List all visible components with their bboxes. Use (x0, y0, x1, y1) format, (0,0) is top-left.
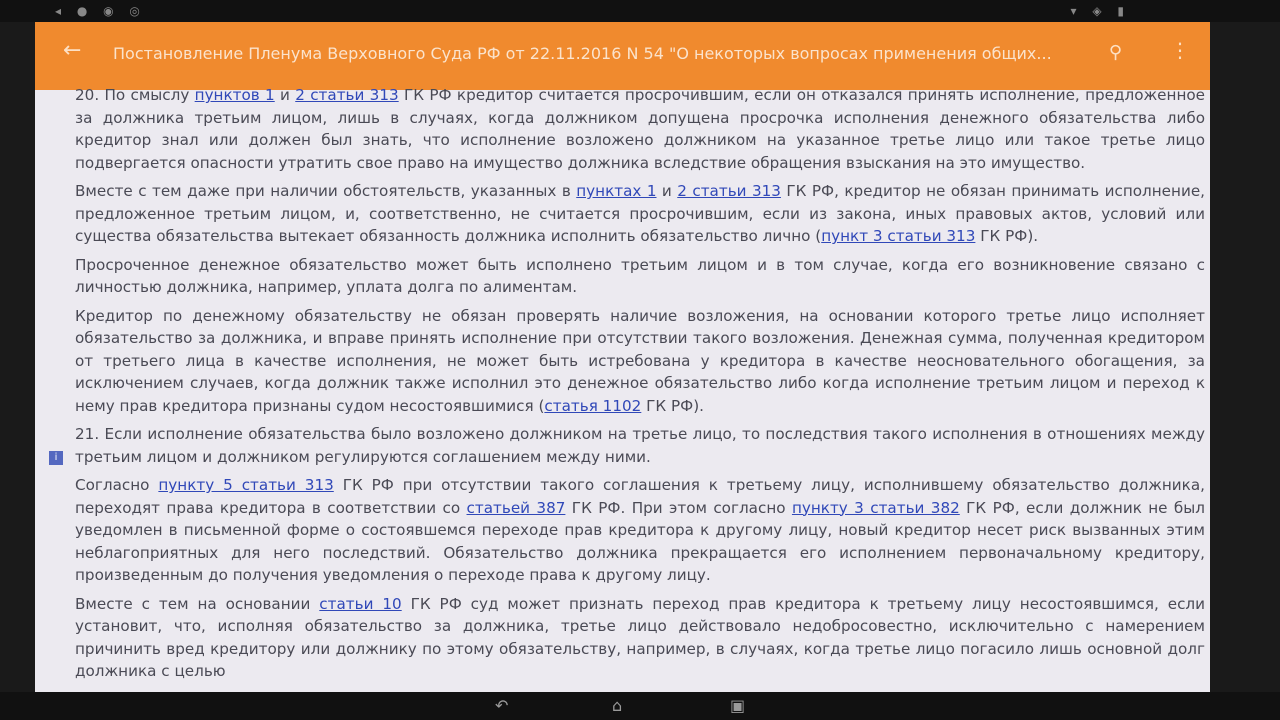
status-icons-right: ▾ ◈ ▮ (1070, 4, 1130, 18)
nav-home-icon[interactable]: ⌂ (612, 696, 623, 715)
paragraph-20-3: Просроченное денежное обязательство может быть исполнено третьим лицом и в том случае, когда его возникновение связано с личностью должника, например, уплата долга по алиментам. (75, 255, 1205, 296)
paragraph-21-2: Согласно пункту 5 статьи 313 ГК РФ при отсутствии такого соглашения к третьему лицу, исполнившему обязательство должника, переходят права кредитора в соответствии со статьей 387 ГК РФ. При этом согласно пункту 3 статьи 382 ГК РФ, если должник не был уведомлен в письменной форме о состоявшемся переходе прав кредитора к другому лицу, новый кредитор несет риск вызванных этим неблагоприятных для него последствий. Обязательство должника прекращается его исполнением первоначальному кредитору, произведенным до получения уведомления о переходе права к другому лицу. (75, 476, 1205, 584)
more-options-icon[interactable]: ⋮ (1170, 38, 1190, 62)
paragraph-20-2: Вместе с тем даже при наличии обстоятельств, указанных в пунктах 1 и 2 статьи 313 ГК РФ, кредитор не обязан принимать исполнение, предложенное третьим лицом, и, соответственно, не считается просрочившим, если из закона, иных правовых актов, условий или существа обязательства вытекает обязанность должника исполнить обязательство лично (пункт 3 статьи 313 ГК РФ). (75, 182, 1205, 245)
link-statya-1102[interactable]: статья 1102 (544, 396, 642, 415)
search-icon[interactable]: ⚲ (1108, 42, 1122, 63)
app-bar (35, 22, 1210, 90)
info-marker-icon[interactable]: i (49, 451, 63, 465)
nav-back-icon[interactable]: ↶ (495, 696, 509, 715)
system-nav-bar (0, 692, 1280, 720)
link-punkt-3-stati-313[interactable]: пункт 3 статьи 313 (821, 227, 976, 245)
nav-recents-icon[interactable]: ▣ (730, 696, 746, 715)
link-stati-10[interactable]: статьи 10 (319, 594, 402, 613)
back-arrow-icon[interactable]: ← (63, 38, 82, 63)
link-statey-387[interactable]: статьей 387 (466, 498, 566, 517)
link-punktah-1[interactable]: пунктах 1 (576, 182, 657, 200)
document-body (75, 84, 1205, 689)
paragraph-20: 20. По смыслу пунктов 1 и 2 статьи 313 ГК РФ кредитор считается просрочившим, если он отказался принять исполнение, предложенное за должника третьим лицом, лишь в случаях, когда должником допущена просрочка исполнения денежного обязательства либо кредитор знал или должен был знать, что исполнение возложено должником на указанное третье лицо или такое третье лицо подвергается опасности утратить свое право на имущество должника вследствие обращения взыскания на это имущество. (75, 86, 1206, 172)
system-status-bar (0, 0, 1280, 22)
link-2-stati-313-b[interactable]: 2 статьи 313 (677, 182, 781, 200)
link-punktu-3-stati-382[interactable]: пункту 3 статьи 382 (791, 498, 960, 517)
paragraph-21-3: Вместе с тем на основании статьи 10 ГК РФ суд может признать переход прав кредитора к третьему лицу несостоявшимся, если установит, что, исполняя обязательство за должника, третье лицо действовало недобросовестно, исключительно с намерением причинить вред кредитору или должнику по этому обязательству, например, в случаях, когда третье лицо погасило лишь основной долг должника с целью (75, 594, 1205, 680)
link-punktov-1[interactable]: пунктов 1 (194, 86, 275, 104)
app-screen (35, 22, 1210, 692)
paragraph-20-4: Кредитор по денежному обязательству не обязан проверять наличие возложения, на основании которого третье лицо исполняет обязательство за должника, и вправе принять исполнение при отсутствии такого возложения. Денежная сумма, полученная кредитором от третьего лица в качестве исполнения, не может быть истребована у кредитора в качестве неосновательного обогащения, за исключением случаев, когда должник также исполнил это денежное обязательство либо когда исполнение третьим лицом и переход к нему прав кредитора признаны судом несостоявшимися (статья 1102 ГК РФ). (75, 306, 1205, 415)
paragraph-21: 21. Если исполнение обязательства было возложено должником на третье лицо, то последствия такого исполнения в отношениях между третьим лицом и должником регулируются соглашением между ними. (75, 425, 1205, 466)
status-icons-left: ◂ ● ◉ ◎ (55, 4, 146, 18)
link-punktu-5-stati-313[interactable]: пункту 5 статьи 313 (158, 476, 334, 494)
document-title: Постановление Пленума Верховного Суда РФ от 22.11.2016 N 54 "О некоторых вопросах применения общих... (113, 44, 1052, 63)
link-2-stati-313[interactable]: 2 статьи 313 (295, 86, 399, 104)
